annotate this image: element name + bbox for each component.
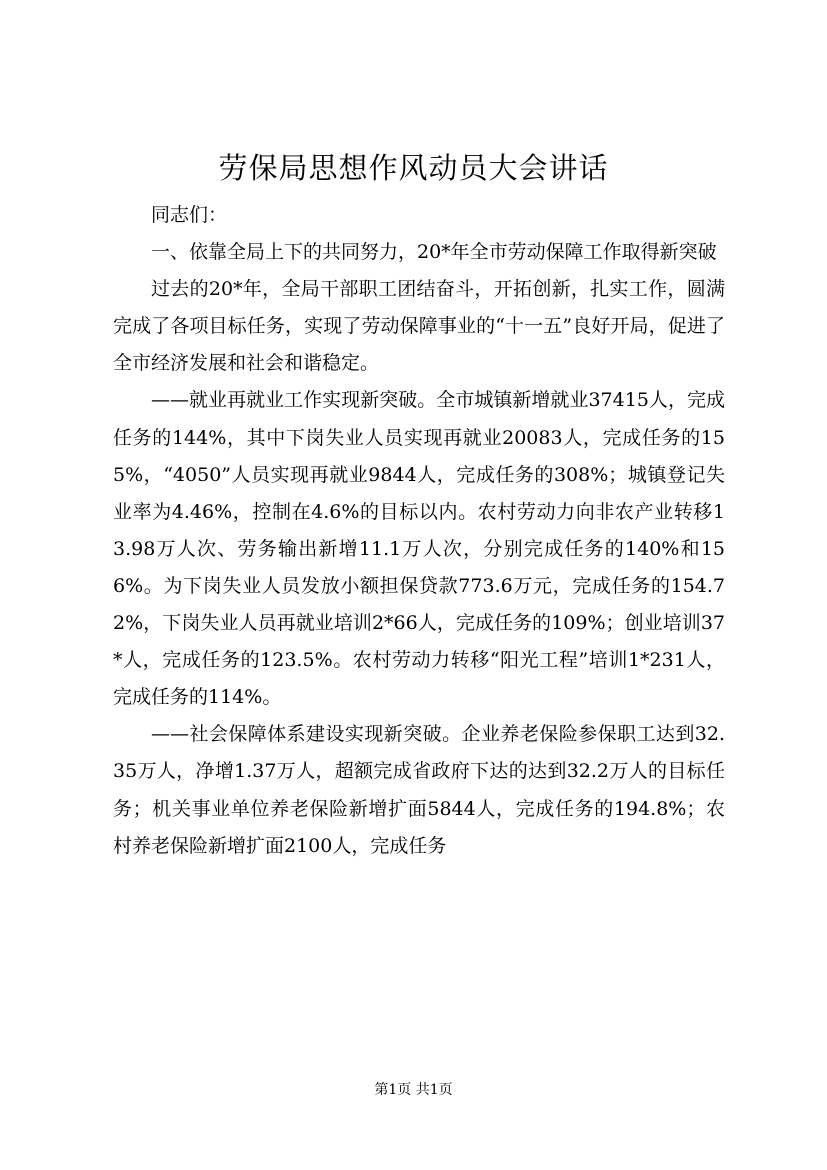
document-body [113,197,725,865]
body-paragraph: ——就业再就业工作实现新突破。全市城镇新增就业37415人，完成任务的144%，其中下岗失业人员实现再就业20083人，完成任务的155%，“4050”人员实现再就业9844人，完成任务的308%；城镇登记失业率为4.46%，控制在4.6%的目标以内。农村劳动力向非农产业转移13.98万人次、劳务输出新增11.1万人次，分别完成任务的140%和156%。为下岗失业人员发放小额担保贷款773.6万元，完成任务的154.72%，下岗失业人员再就业培训2*66人，完成任务的109%；创业培训37*人，完成任务的123.5%。农村劳动力转移“阳光工程”培训1*231人，完成任务的114%。 [113,389,725,709]
body-paragraph: 过去的20*年，全局干部职工团结奋斗，开拓创新，扎实工作，圆满完成了各项目标任务，实现了劳动保障事业的“十一五”良好开局，促进了全市经济发展和社会和谐稳定。 [113,278,725,375]
salutation-paragraph: 同志们： [151,204,228,226]
document-title: 劳保局思想作风动员大会讲话 [218,151,609,185]
page-number-footer: 第1页 共1页 [374,1082,453,1098]
body-paragraph: ——社会保障体系建设实现新突破。企业养老保险参保职工达到32.35万人，净增1.37万人，超额完成省政府下达的达到32.2万人的目标任务；机关事业单位养老保险新增扩面5844人，完成任务的194.8%；农村养老保险新增扩面2100人，完成任务 [113,723,725,857]
section-heading-paragraph: 一、依靠全局上下的共同努力，20*年全市劳动保障工作取得新突破 [151,241,717,264]
